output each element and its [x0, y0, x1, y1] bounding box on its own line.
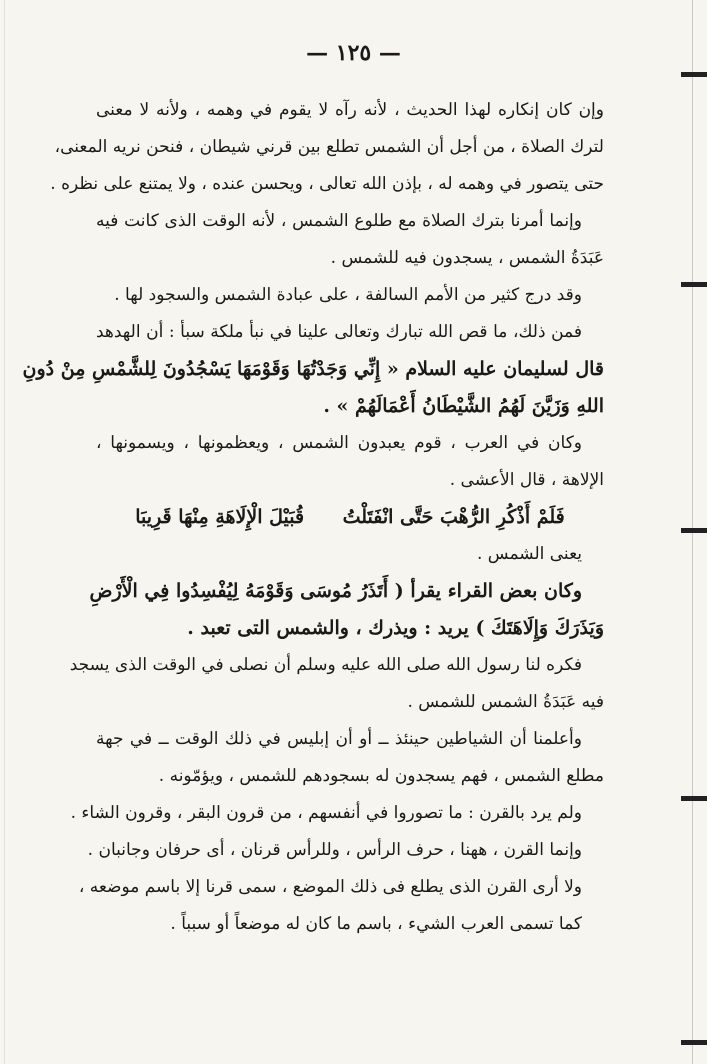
margin-mark [681, 72, 707, 77]
page-number: — ١٢٥ — [306, 40, 401, 66]
text-line: مطلع الشمس ، فهم يسجدون له بسجودهم للشمس ، ويؤمّونه . [158, 766, 604, 786]
text-line: ولم يرد بالقرن : ما تصوروا في أنفسهم ، من قرون البقر ، وقرون الشاء . [70, 803, 582, 823]
text-line: وإنما القرن ، ههنا ، حرف الرأس ، وللرأس قرنان ، أى حرفان وجانبان . [87, 840, 582, 860]
text-line: حتى يتصور في وهمه له ، بإذن الله تعالى ، ويحسن عنده ، ولا يمتنع على نظره . [50, 174, 604, 194]
margin-mark [681, 796, 707, 801]
text-line: فيه عَبَدَةُ الشمس للشمس . [407, 692, 604, 712]
margin-mark [681, 528, 707, 533]
text-line: ولا أرى القرن الذى يطلع فى ذلك الموضع ، سمى قرنا إلا باسم موضعه ، [78, 877, 582, 897]
text-line: فكره لنا رسول الله صلى الله عليه وسلم أن نصلى في الوقت الذى يسجد [69, 655, 582, 675]
margin-mark [681, 1040, 707, 1045]
hemistich-left: قُبَيْلَ الْإِلَاهَةِ مِنْهَا قَرِيبَا [135, 506, 305, 528]
text-line: قال لسليمان عليه السلام « إِنِّي وَجَدْتُهَا وَقَوْمَهَا يَسْجُدُونَ لِلشَّمْسِ مِنْ دُونِ [22, 358, 604, 380]
text-line: وكان بعض القراء يقرأ ( أَتَذَرُ مُوسَى وَقَوْمَهُ لِيُفْسِدُوا فِي الْأَرْضِ [89, 580, 582, 602]
text-line: فمن ذلك، ما قص الله تبارك وتعالى علينا في نبأ ملكة سبأ : أن الهدهد [96, 322, 582, 342]
text-line: لترك الصلاة ، من أجل أن الشمس تطلع بين قرني شيطان ، فنحن نريه المعنى، [54, 137, 604, 157]
text-line: وقد درج كثير من الأمم السالفة ، على عبادة الشمس والسجود لها . [114, 285, 582, 305]
text-line: كما تسمى العرب الشيء ، باسم ما كان له موضعاً أو سبباً . [170, 914, 582, 934]
poem-verse [96, 499, 604, 536]
scan-edge-left [4, 0, 5, 1064]
text-line: وإنما أمرنا بترك الصلاة مع طلوع الشمس ، لأنه الوقت الذى كانت فيه [96, 211, 582, 231]
text-line: عَبَدَةُ الشمس ، يسجدون فيه للشمس . [330, 248, 604, 268]
hemistich-right: فَلَمْ أَذْكُرِ الرُّهْبَ حَتَّى انْفَتَلْتُ [342, 506, 565, 528]
text-line: وأعلمنا أن الشياطين حينئذ ــ أو أن إبليس في ذلك الوقت ــ في جهة [96, 729, 582, 749]
text-line: يعنى الشمس . [476, 544, 582, 564]
text-line: اللهِ وَزَيَّنَ لَهُمُ الشَّيْطَانُ أَعْمَالَهُمْ » . [323, 395, 604, 417]
text-line: وإن كان إنكاره لهذا الحديث ، لأنه رآه لا يقوم في وهمه ، ولأنه لا معنى [96, 100, 604, 120]
text-line: الإلاهة ، قال الأعشى . [449, 470, 604, 490]
page-body [22, 92, 604, 943]
margin-mark [681, 282, 707, 287]
text-line: وَيَذَرَكَ وَإِلَاهَتَكَ ) يريد : ويذرك ، والشمس التى تعبد . [187, 617, 604, 639]
text-line: وكان في العرب ، قوم يعبدون الشمس ، ويعظمونها ، ويسمونها ، [96, 433, 582, 453]
